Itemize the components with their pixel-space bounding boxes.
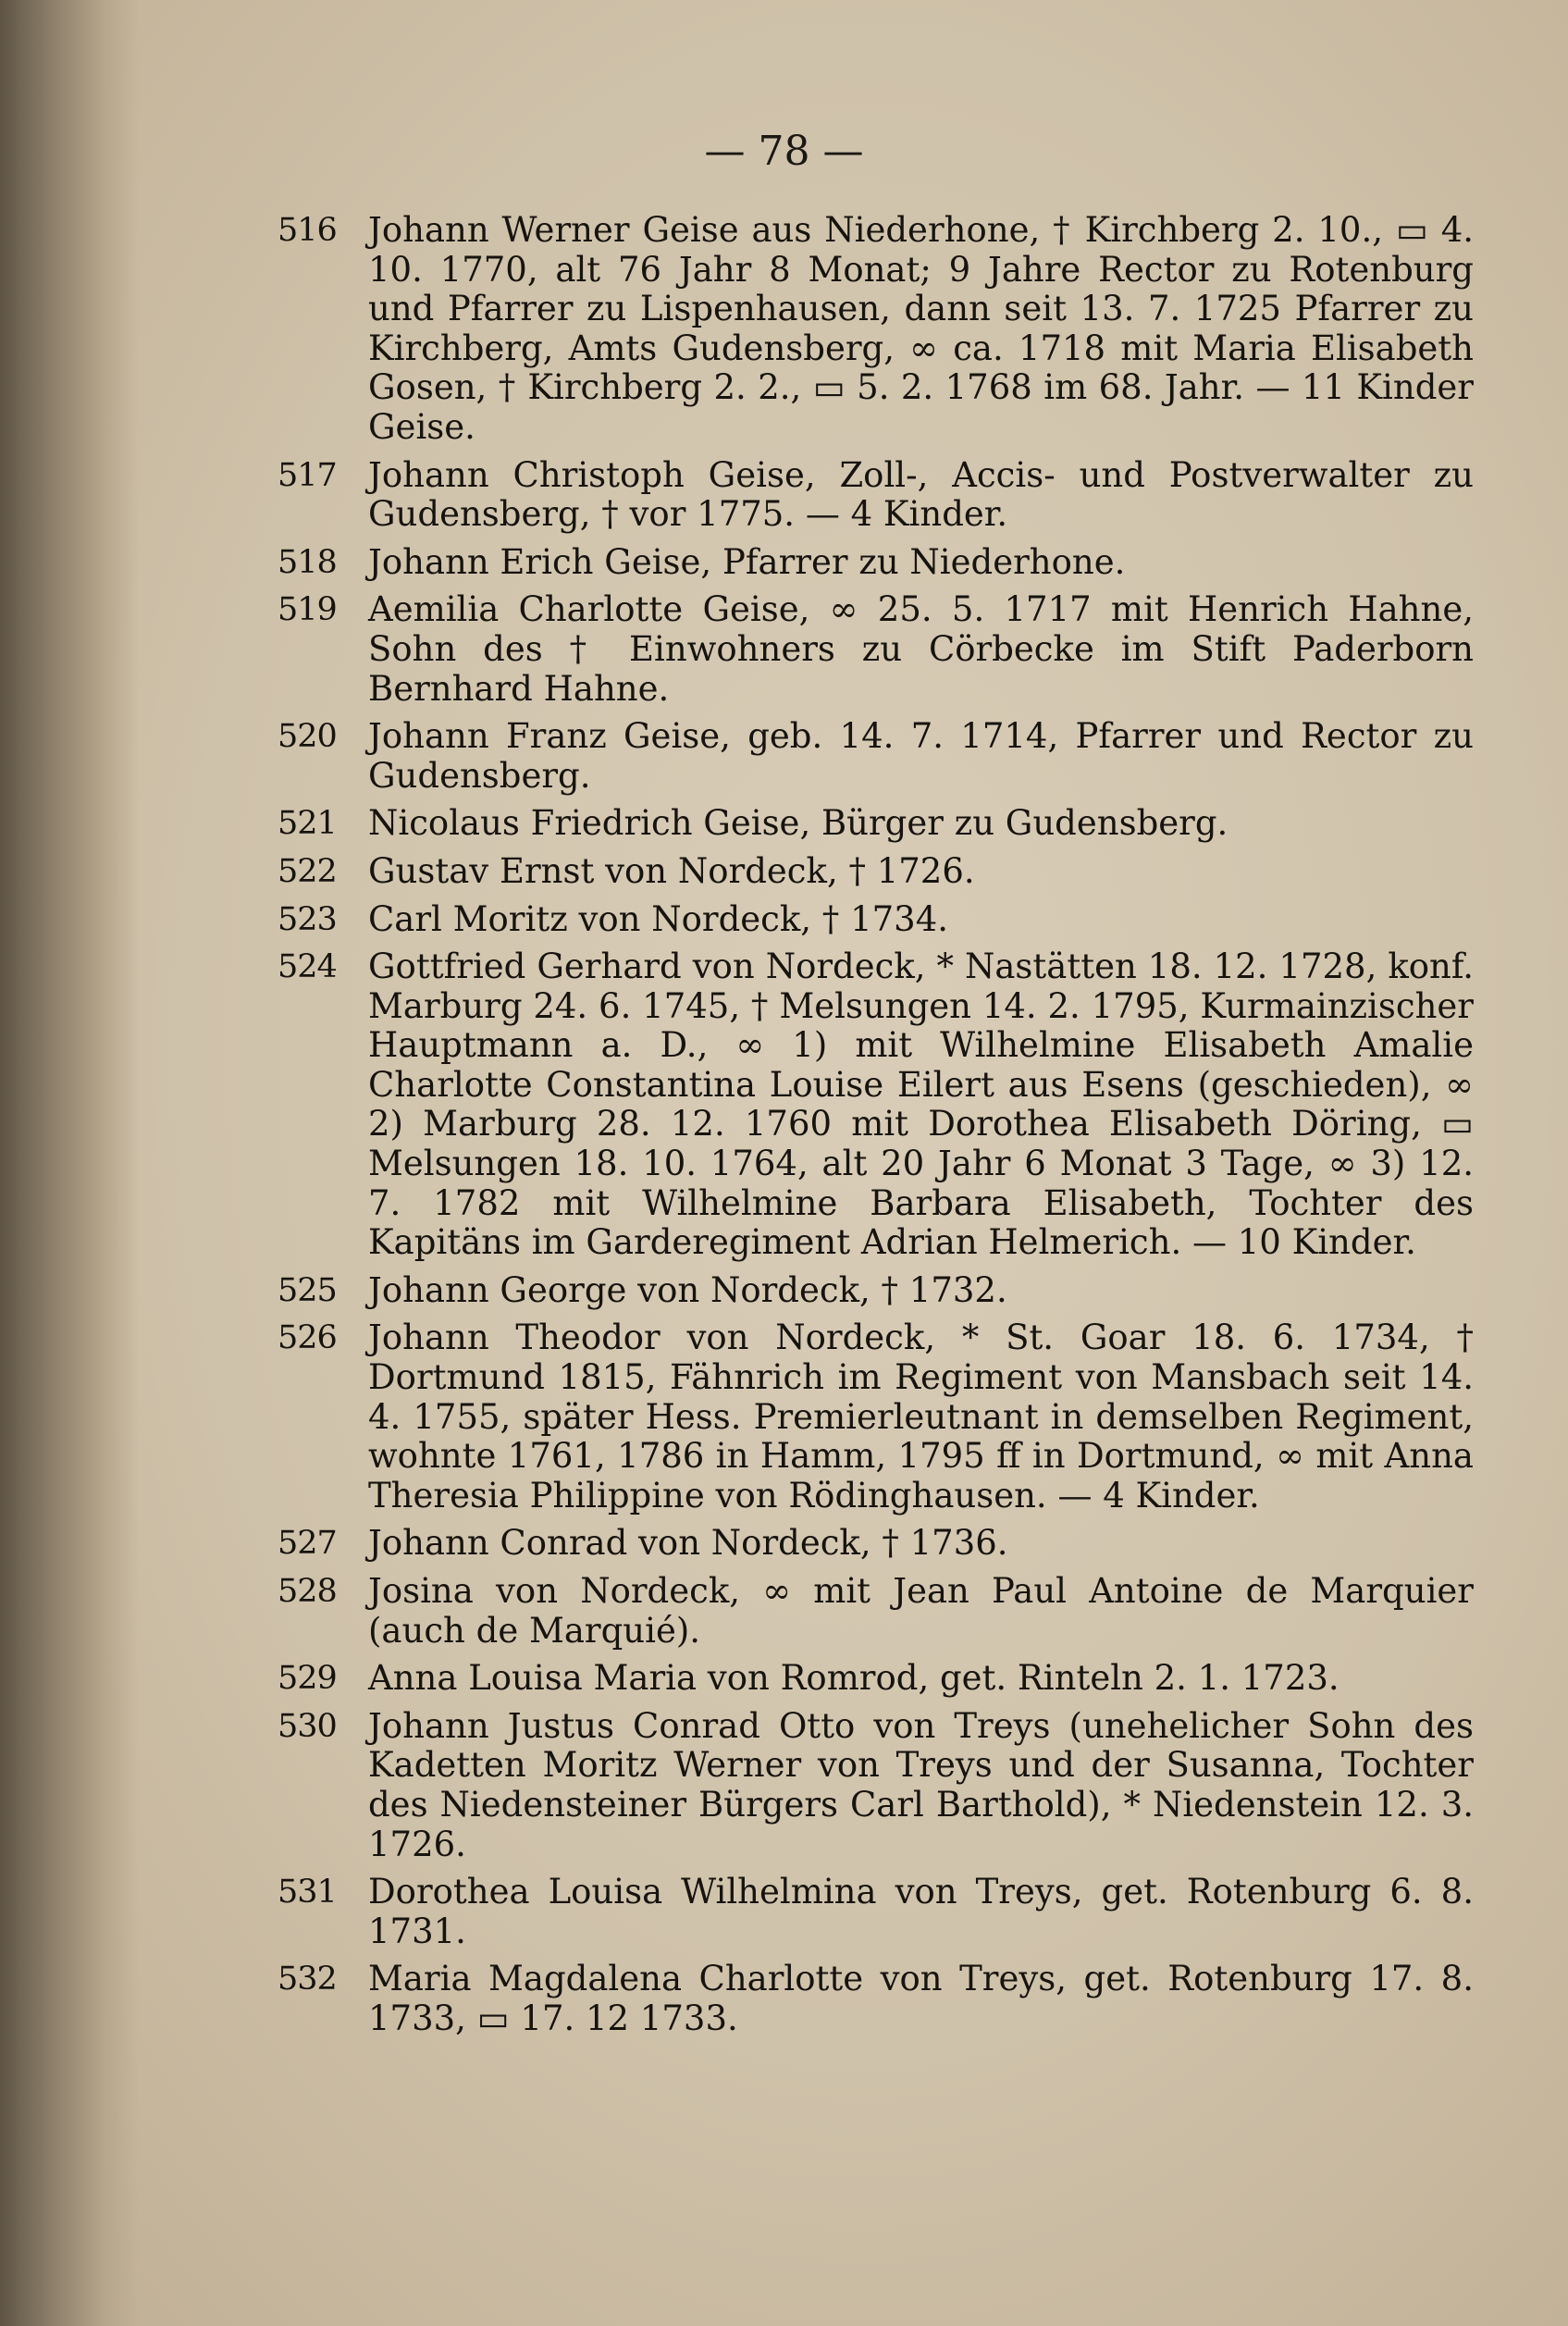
list-item [278,1523,1474,1564]
page-number: — 78 — [704,128,864,175]
entry-text: Gottfried Gerhard von Nordeck, * Nastätten 18. 12. 1728, konf. Marburg 24. 6. 1745, † Melsungen 14. 2. 1795, Kurmainzischer Hauptmann a. D., ∞ 1) mit Wilhelmine Elisabeth Amalie Charlotte Constantina Louise Eilert aus Esens (geschieden), ∞ 2) Marburg 28. 12. 1760 mit Dorothea Elisabeth Döring, ▭ Melsungen 18. 10. 1764, alt 20 Jahr 6 Monat 3 Tage, ∞ 3) 12. 7. 1782 mit Wilhelmine Barbara Elisabeth, Tochter des Kapitäns im Garderegiment Adrian Helmerich. — 10 Kinder. [368,946,1474,1263]
entry-number: 522 [278,852,337,890]
list-item [278,589,1474,709]
entry-number: 529 [278,1660,337,1698]
list-item [278,210,1474,448]
entry-number: 519 [278,591,337,629]
list-item [278,1318,1474,1516]
entry-text: Johann Erich Geise, Pfarrer zu Niederhone. [368,541,1126,582]
entry-number: 532 [278,1961,337,1998]
entry-text: Aemilia Charlotte Geise, ∞ 25. 5. 1717 mit Henrich Hahne, Sohn des † Einwohners zu Cörbecke im Stift Paderborn Bernhard Hahne. [368,589,1474,709]
entry-text: Dorothea Louisa Wilhelmina von Treys, get. Rotenburg 6. 8. 1731. [368,1872,1474,1951]
entry-number: 528 [278,1573,337,1610]
list-item [278,454,1474,535]
entry-number: 520 [278,718,337,756]
list-item [278,946,1474,1263]
entry-text: Johann Conrad von Nordeck, † 1736. [368,1523,1008,1564]
entry-number: 530 [278,1707,337,1745]
entry-text: Gustav Ernst von Nordeck, † 1726. [368,850,975,891]
entry-number: 524 [278,948,337,986]
list-item [278,1959,1474,2038]
entry-text: Johann Franz Geise, geb. 14. 7. 1714, Pfarrer und Rector zu Gudensberg. [368,716,1474,796]
entry-number: 531 [278,1874,337,1912]
list-item [278,541,1474,583]
entry-number: 527 [278,1525,337,1563]
list-item [278,716,1474,796]
entry-number: 525 [278,1271,337,1309]
entry-text: Johann Theodor von Nordeck, * St. Goar 18. 6. 1734, † Dortmund 1815, Fähnrich im Regiment von Mansbach seit 14. 4. 1755, später Hess. Premierleutnant in demselben Regiment, wohnte 1761, 1786 in Hamm, 1795 ff in Dortmund, ∞ mit Anna Theresia Philippine von Rödinghausen. — 4 Kinder. [368,1318,1474,1516]
list-item [278,1571,1474,1651]
list-item [278,1658,1474,1699]
entry-number: 526 [278,1319,337,1357]
entry-text: Nicolaus Friedrich Geise, Bürger zu Gudensberg. [368,803,1228,844]
entry-number: 518 [278,543,337,581]
list-item [278,850,1474,892]
entry-text: Johann George von Nordeck, † 1732. [368,1269,1007,1310]
list-item [278,1269,1474,1311]
entry-number: 516 [278,212,337,249]
list-item [278,898,1474,940]
entry-text: Johann Justus Conrad Otto von Treys (unehelicher Sohn des Kadetten Moritz Werner von Treys und der Susanna, Tochter des Niedensteiner Bürgers Carl Barthold), * Niedenstein 12. 3. 1726. [368,1705,1474,1864]
entry-number: 521 [278,805,337,843]
entry-text: Johann Werner Geise aus Niederhone, † Kirchberg 2. 10., ▭ 4. 10. 1770, alt 76 Jahr 8 Monat; 9 Jahre Rector zu Rotenburg und Pfarrer zu Lispenhausen, dann seit 13. 7. 1725 Pfarrer zu Kirchberg, Amts Gudensberg, ∞ ca. 1718 mit Maria Elisabeth Gosen, † Kirchberg 2. 2., ▭ 5. 2. 1768 im 68. Jahr. — 11 Kinder Geise. [368,210,1474,447]
list-item [278,1872,1474,1951]
entry-number: 517 [278,456,337,494]
entry-text: Johann Christoph Geise, Zoll-, Accis- und Postverwalter zu Gudensberg, † vor 1775. — 4 Kinder. [368,454,1474,535]
entry-text: Maria Magdalena Charlotte von Treys, get. Rotenburg 17. 8. 1733, ▭ 17. 12 1733. [368,1959,1474,2038]
entry-text: Anna Louisa Maria von Romrod, get. Rinteln 2. 1. 1723. [368,1658,1340,1699]
entry-number: 523 [278,900,337,938]
list-item [278,1705,1474,1864]
entry-text: Josina von Nordeck, ∞ mit Jean Paul Antoine de Marquier (auch de Marquié). [368,1571,1474,1651]
list-item [278,803,1474,844]
genealogy-entry-list [278,210,1474,2048]
entry-text: Carl Moritz von Nordeck, † 1734. [368,898,948,939]
book-spine-shadow [0,0,139,2326]
